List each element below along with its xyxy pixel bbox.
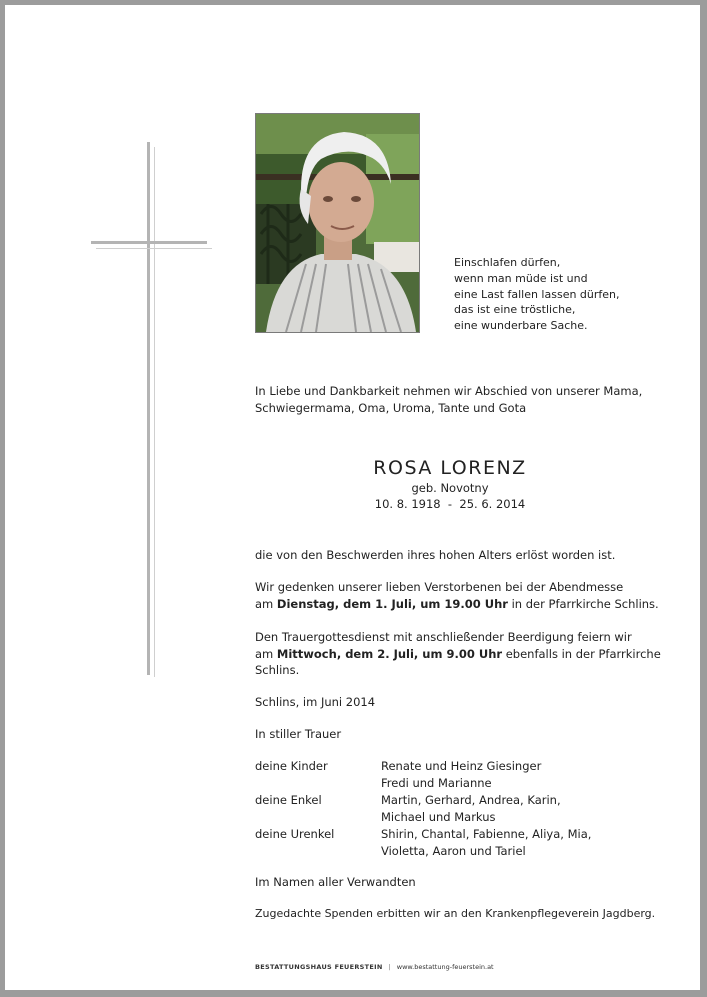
place-date: Schlins, im Juni 2014 (255, 695, 376, 709)
poem (454, 255, 620, 334)
cross-horizontal-shadow (96, 248, 212, 249)
relatives-names: Shirin, Chantal, Fabienne, Aliya, Mia, (381, 827, 592, 841)
poem-line: wenn man müde ist und (454, 271, 588, 285)
funeral-line: Den Trauergottesdienst mit anschließender Beerdigung feiern wir (255, 630, 632, 644)
deceased-name: ROSA LORENZ (373, 457, 527, 479)
relatives-names: Martin, Gerhard, Andrea, Karin, (381, 793, 561, 807)
mourning-line: In stiller Trauer (255, 727, 342, 741)
funeral-pre: am (255, 647, 277, 661)
relatives-label: deine Enkel (255, 793, 322, 807)
poem-line: eine Last fallen lassen dürfen, (454, 287, 620, 301)
website-link[interactable]: www.bestattung-feuerstein.at (396, 963, 494, 971)
poem-line: eine wunderbare Sache. (454, 319, 588, 333)
poem-line: das ist eine tröstliche, (454, 303, 576, 317)
relatives-names: Violetta, Aaron und Tariel (381, 844, 526, 858)
funeral-post: ebenfalls in der Pfarrkirche (502, 647, 661, 661)
on-behalf-line: Im Namen aller Verwandten (255, 875, 416, 889)
portrait-photo (255, 113, 420, 333)
intro-line: In Liebe und Dankbarkeit nehmen wir Abschied von unserer Mama, (255, 384, 643, 398)
footer (255, 963, 494, 971)
donations-line: Zugedachte Spenden erbitten wir an den Krankenpflegeverein Jagdberg. (255, 907, 656, 920)
funeral-home-name: BESTATTUNGSHAUS FEUERSTEIN (255, 963, 383, 971)
obituary-page (5, 5, 700, 990)
intro-line: Schwiegermama, Oma, Uroma, Tante und Gota (255, 401, 527, 415)
mass-date-line (255, 596, 659, 613)
relatives-label: deine Urenkel (255, 827, 335, 841)
funeral-datetime: Mittwoch, dem 2. Juli, um 9.00 Uhr (276, 647, 503, 661)
relatives-names: Michael und Markus (381, 810, 496, 824)
cross-vertical-shadow (154, 147, 155, 677)
relief-line: die von den Beschwerden ihres hohen Alters erlöst worden ist. (255, 548, 616, 562)
mass-datetime: Dienstag, dem 1. Juli, um 19.00 Uhr (276, 597, 508, 611)
mass-pre: am (255, 597, 277, 611)
mass-post: in der Pfarrkirche Schlins. (507, 597, 659, 611)
life-dates: 10. 8. 1918 - 25. 6. 2014 (374, 497, 526, 511)
relatives-label: deine Kinder (255, 759, 328, 773)
funeral-place-line: Schlins. (255, 663, 300, 677)
deceased-block (255, 456, 645, 512)
poem-line: Einschlafen dürfen, (454, 256, 561, 269)
relatives-names: Renate und Heinz Giesinger (381, 759, 542, 773)
mass-line: Wir gedenken unserer lieben Verstorbenen bei der Abendmesse (255, 580, 624, 594)
relatives-names: Fredi und Marianne (381, 776, 492, 790)
funeral-date-line (255, 646, 661, 663)
cross-horizontal-bar (91, 241, 207, 244)
cross-vertical-bar (147, 142, 150, 675)
footer-separator: | (388, 963, 391, 971)
birth-name: geb. Novotny (411, 481, 489, 495)
